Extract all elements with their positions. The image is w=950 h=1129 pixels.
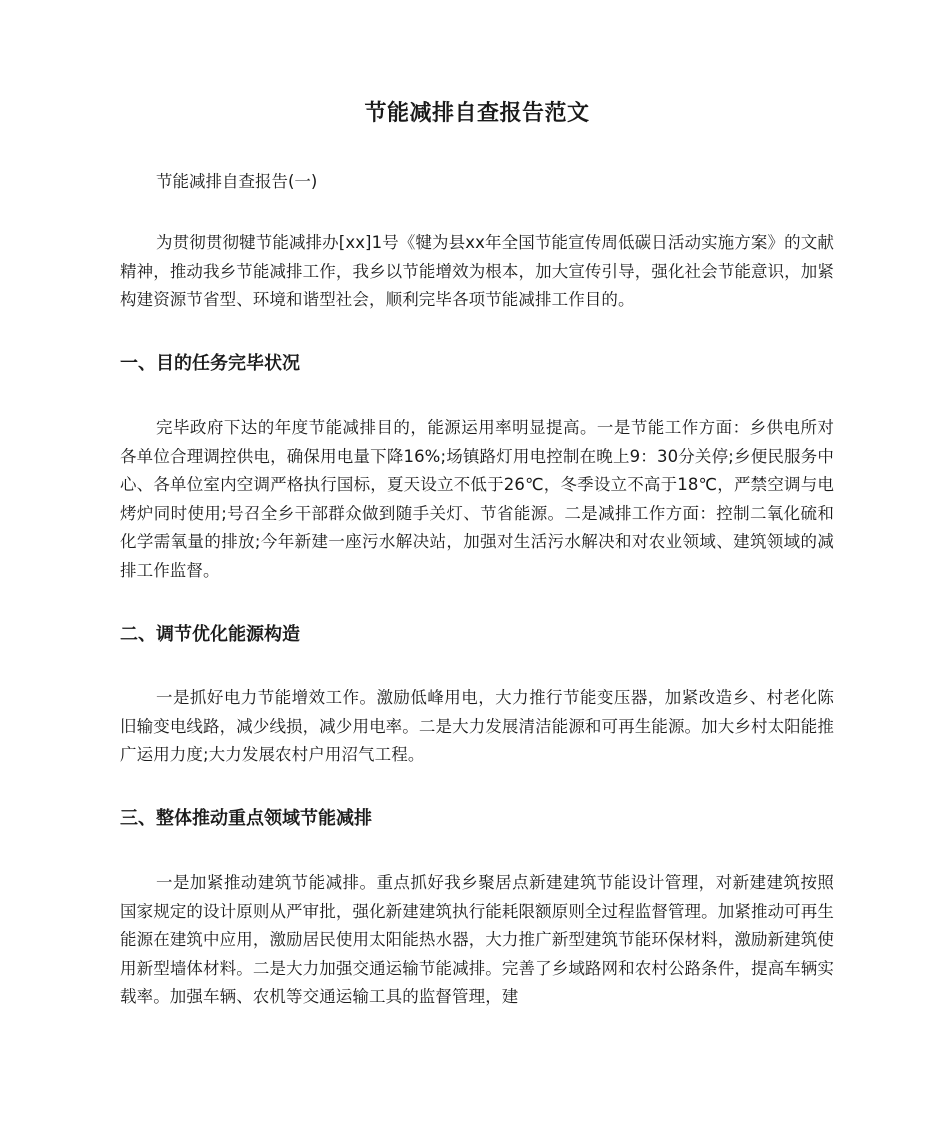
section-heading-1: 一、目的任务完毕状况 (120, 353, 300, 374)
section-heading-3: 三、整体推动重点领域节能减排 (120, 808, 372, 829)
section-body-3: 一是加紧推动建筑节能减排。重点抓好我乡聚居点新建建筑节能设计管理，对新建建筑按照国家规定的设计原则从严审批，强化新建建筑执行能耗限额原则全过程监督管理。加紧推动可再生能源在建筑中应用，激励居民使用太阳能热水器，大力推广新型建筑节能环保材料，激励新建筑使用新型墙体材料。二是大力加强交通运输节能减排。完善了乡域路网和农村公路条件，提高车辆实载率。加强车辆、农机等交通运输工具的监督管理，建 (120, 873, 834, 1007)
section-heading-2: 二、调节优化能源构造 (120, 624, 300, 645)
intro-paragraph: 为贯彻贯彻犍节能减排办[xx]1号《犍为县xx年全国节能宣传周低碳日活动实施方案》的文献精神，推动我乡节能减排工作，我乡以节能增效为根本，加大宣传引导，强化社会节能意识，加紧构建资源节省型、环境和谐型社会，顺利完毕各项节能减排工作目的。 (120, 233, 834, 310)
section-body-2: 一是抓好电力节能增效工作。激励低峰用电，大力推行节能变压器，加紧改造乡、村老化陈旧输变电线路，减少线损，减少用电率。二是大力发展清洁能源和可再生能源。加大乡村太阳能推广运用力度;大力发展农村户用沼气工程。 (120, 688, 834, 765)
document-subtitle: 节能减排自查报告(一) (156, 172, 318, 191)
document-title: 节能减排自查报告范文 (364, 101, 590, 126)
section-body-1: 完毕政府下达的年度节能减排目的，能源运用率明显提高。一是节能工作方面：乡供电所对各单位合理调控供电，确保用电量下降16%;场镇路灯用电控制在晚上9：30分关停;乡便民服务中心、各单位室内空调严格执行国标，夏天设立不低于26℃，冬季设立不高于18℃，严禁空调与电烤炉同时使用;号召全乡干部群众做到随手关灯、节省能源。二是减排工作方面：控制二氧化硫和化学需氧量的排放;今年新建一座污水解决站，加强对生活污水解决和对农业领域、建筑领域的减排工作监督。 (120, 418, 834, 580)
